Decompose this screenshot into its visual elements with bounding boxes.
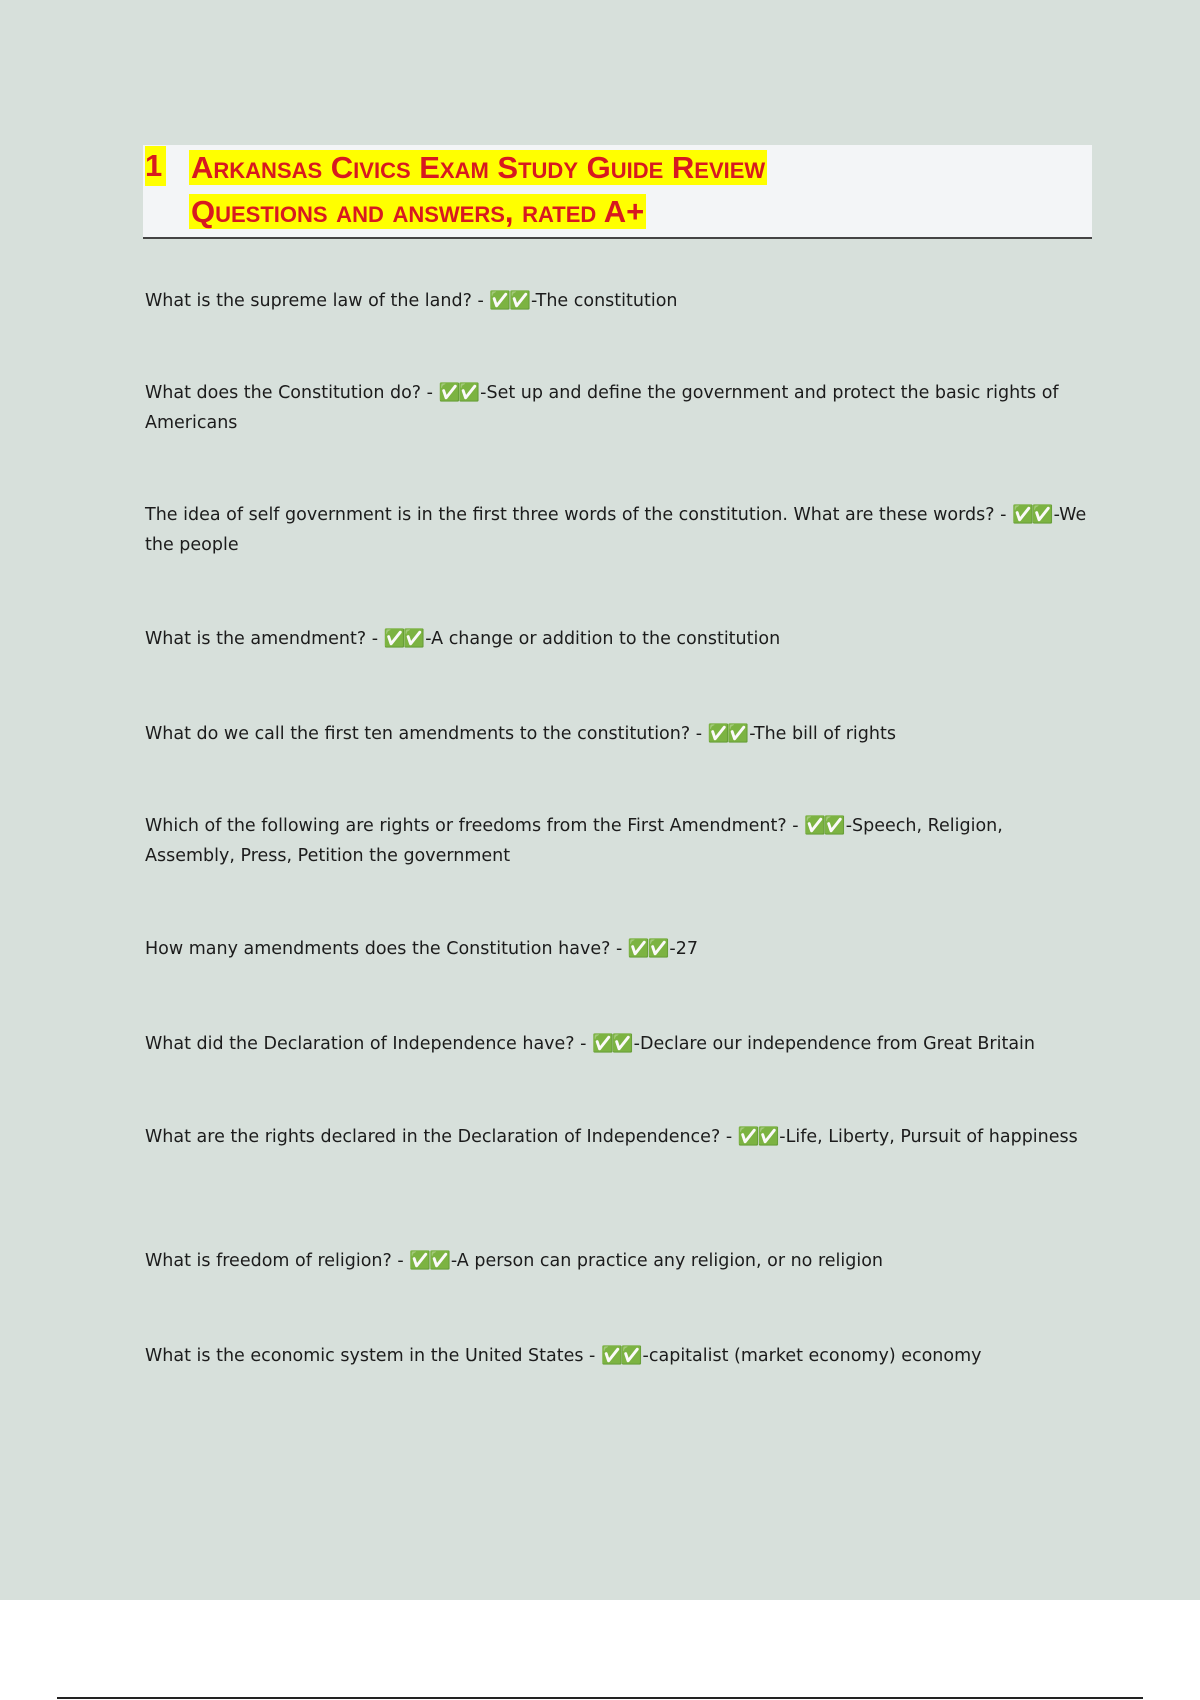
heading-number: 1 [145,146,166,186]
document-title [189,146,949,234]
question-text: Which of the following are rights or freedoms from the First Amendment? [145,816,787,836]
double-check-icon: ✅✅ [489,291,529,311]
question-text: What did the Declaration of Independence have? [145,1034,575,1054]
double-check-icon: ✅✅ [383,629,424,649]
double-check-icon: ✅✅ [737,1127,778,1147]
qa-item: How many amendments does the Constitution have? - ✅✅ -27 [145,939,699,959]
answer-text: A person can practice any religion, or no religion [456,1251,884,1271]
question-text: What is the supreme law of the land? [145,291,472,311]
question-text: The idea of self government is in the first three words of the constitution. What are these words? [145,505,995,525]
answer-text: A change or addition to the constitution [431,629,781,649]
question-text: What are the rights declared in the Declaration of Independence? [145,1127,721,1147]
question-text: What is the economic system in the United States [145,1346,584,1366]
footer-rule [57,1697,1143,1699]
double-check-icon: ✅✅ [1011,505,1052,525]
title-line-2: Questions and answers, rated A+ [191,194,645,229]
answer-text: Set up and define the government and protect the basic rights of Americans [145,383,1059,433]
question-text: How many amendments does the Constitution have? [145,939,611,959]
double-check-icon: ✅✅ [707,724,748,744]
answer-text: The bill of rights [753,724,896,744]
answer-text: Declare our independence from Great Britain [639,1034,1036,1054]
question-text: What is freedom of religion? [145,1251,392,1271]
double-check-icon: ✅✅ [804,816,844,836]
answer-text: Speech, Religion, Assembly, Press, Petition the government [145,816,1003,866]
answer-text: The constitution [535,291,678,311]
answer-text: Life, Liberty, Pursuit of happiness [785,1127,1078,1147]
question-text: What does the Constitution do? [145,383,422,403]
qa-item: The idea of self government is in the first three words of the constitution. What are these words? - ✅✅ -We the people [145,505,1087,555]
answer-text: 27 [675,939,699,959]
answer-text: We the people [145,505,1087,555]
double-check-icon: ✅✅ [409,1251,449,1271]
question-text: What do we call the first ten amendments to the constitution? [145,724,691,744]
double-check-icon: ✅✅ [592,1034,632,1054]
qa-item: What do we call the first ten amendments to the constitution? - ✅✅ -The bill of rights [145,724,896,744]
qa-item: What did the Declaration of Independence have? - ✅✅ -Declare our independence from Great Britain [145,1034,1036,1054]
qa-item: What does the Constitution do? - ✅✅ -Set up and define the government and protect the basic rights of Americans [145,383,1059,433]
question-text: What is the amendment? [145,629,367,649]
qa-item: What is freedom of religion? - ✅✅ -A person can practice any religion, or no religion [145,1251,884,1271]
title-line-1: Arkansas Civics Exam Study Guide Review [191,150,766,185]
qa-item: What is the supreme law of the land? - ✅✅ -The constitution [145,291,678,311]
qa-item: What is the amendment? - ✅✅ -A change or addition to the constitution [145,629,781,649]
qa-item: Which of the following are rights or freedoms from the First Amendment? - ✅✅ -Speech, Religion, Assembly, Press, Petition the government [145,816,1003,866]
qa-item: What are the rights declared in the Declaration of Independence? - ✅✅ -Life, Liberty, Pursuit of happiness [145,1127,1078,1147]
double-check-icon: ✅✅ [627,939,668,959]
double-check-icon: ✅✅ [600,1346,641,1366]
double-check-icon: ✅✅ [438,383,479,403]
answer-text: capitalist (market economy) economy [648,1346,982,1366]
qa-item: What is the economic system in the United States - ✅✅ -capitalist (market economy) economy [145,1346,982,1366]
